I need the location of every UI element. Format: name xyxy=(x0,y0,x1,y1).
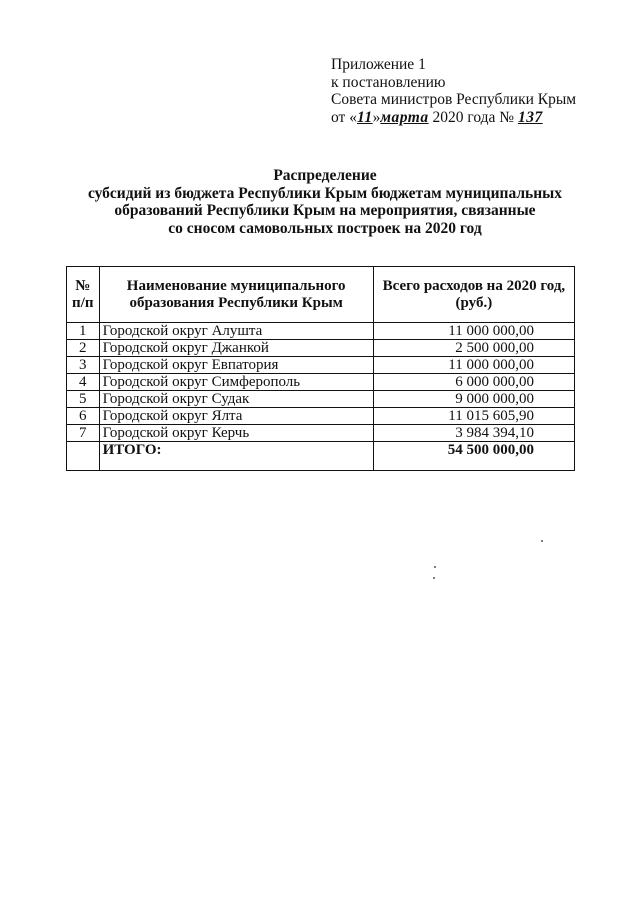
row-num: 1 xyxy=(67,323,100,340)
row-sum: 11 015 605,90 xyxy=(373,408,574,425)
date-line: от «11»марта 2020 года № 137 xyxy=(331,108,543,126)
row-num: 2 xyxy=(67,340,100,357)
header-sum: Всего расходов на 2020 год, (руб.) xyxy=(373,267,574,323)
total-label: ИТОГО: xyxy=(99,442,373,471)
row-name: Городской округ Алушта xyxy=(99,323,373,340)
subsidy-table xyxy=(66,266,575,471)
row-num: 6 xyxy=(67,408,100,425)
table-header-row xyxy=(67,267,575,323)
table-row xyxy=(67,323,575,340)
table-row xyxy=(67,408,575,425)
row-name: Городской округ Симферополь xyxy=(99,374,373,391)
header-name: Наименование муниципального образования Республики Крым xyxy=(99,267,373,323)
row-sum: 2 500 000,00 xyxy=(373,340,574,357)
title-line-4: со сносом самовольных построек на 2020 год xyxy=(168,219,482,237)
document-title xyxy=(60,167,590,237)
row-name: Городской округ Евпатория xyxy=(99,357,373,374)
row-num: 3 xyxy=(67,357,100,374)
row-num: 7 xyxy=(67,425,100,442)
table-row xyxy=(67,425,575,442)
date-prefix: от « xyxy=(331,108,357,126)
header-num: № п/п xyxy=(67,267,100,323)
handwritten-day: 11 xyxy=(356,108,373,126)
scan-speck xyxy=(433,577,435,579)
row-num: 5 xyxy=(67,391,100,408)
scan-speck xyxy=(541,540,543,542)
row-name: Городской округ Судак xyxy=(99,391,373,408)
row-name: Городской округ Джанкой xyxy=(99,340,373,357)
council-label: Совета министров Республики Крым xyxy=(331,91,577,108)
title-line-2: субсидий из бюджета Республики Крым бюджетам муниципальных xyxy=(87,184,563,202)
title-line-1: Распределение xyxy=(273,167,377,184)
row-sum: 11 000 000,00 xyxy=(373,357,574,374)
total-row xyxy=(67,442,575,471)
row-name: Городской округ Ялта xyxy=(99,408,373,425)
scan-speck xyxy=(434,566,436,568)
table-row xyxy=(67,374,575,391)
handwritten-number: 137 xyxy=(517,108,543,126)
row-sum: 9 000 000,00 xyxy=(373,391,574,408)
total-num-cell xyxy=(67,442,100,471)
appendix-header xyxy=(331,56,621,126)
row-num: 4 xyxy=(67,374,100,391)
title-line-3: образований Республики Крым на мероприятия, связанные xyxy=(114,202,536,219)
total-sum: 54 500 000,00 xyxy=(373,442,574,471)
year-and-number-label: 2020 года № xyxy=(432,108,515,126)
resolution-label: к постановлению xyxy=(331,73,446,91)
row-sum: 11 000 000,00 xyxy=(373,323,574,340)
appendix-label: Приложение 1 xyxy=(331,56,426,73)
table-row xyxy=(67,391,575,408)
row-sum: 6 000 000,00 xyxy=(373,374,574,391)
table-row xyxy=(67,340,575,357)
table-row xyxy=(67,357,575,374)
row-name: Городской округ Керчь xyxy=(99,425,373,442)
row-sum: 3 984 394,10 xyxy=(373,425,574,442)
handwritten-month: марта xyxy=(380,108,429,126)
